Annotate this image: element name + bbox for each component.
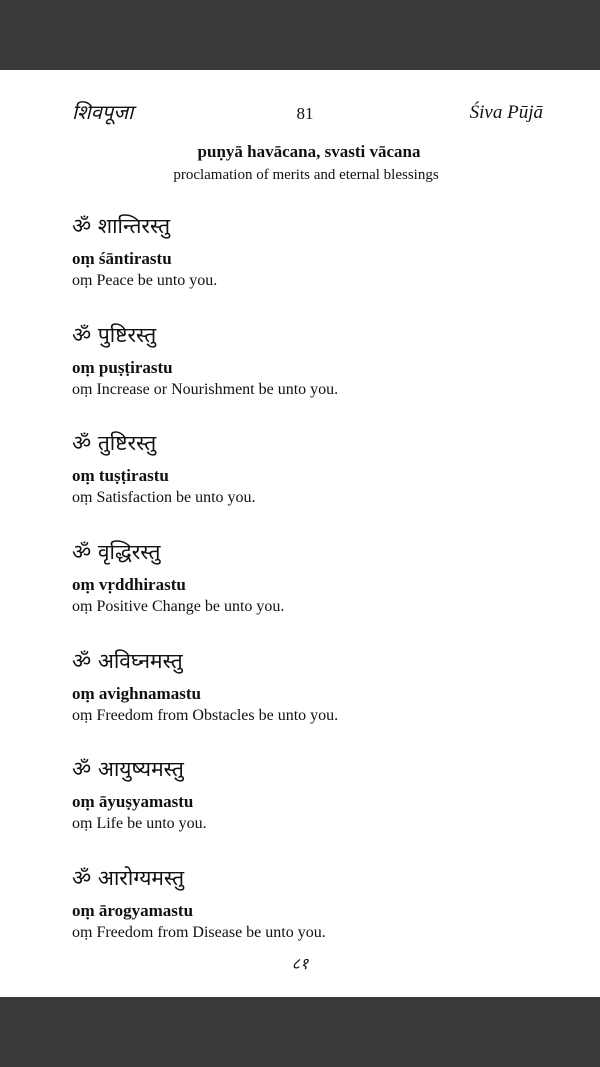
mantra-transliteration: oṃ avighnamastu: [72, 683, 201, 703]
mantra-transliteration: oṃ śāntirastu: [72, 249, 172, 268]
bottom-bar: [0, 997, 600, 1067]
mantra-devanagari: ॐ आरोग्यमस्तु: [72, 866, 185, 891]
header-left-title: शिवपूजा: [72, 100, 134, 124]
mantra-translation: oṃ Freedom from Disease be unto you.: [72, 924, 326, 942]
mantra-devanagari: ॐ तुष्टिरस्तु: [72, 431, 157, 456]
mantra-translation: oṃ Freedom from Obstacles be unto you.: [72, 706, 339, 724]
mantra-transliteration: oṃ vṛddhirastu: [72, 575, 186, 595]
mantra-devanagari: ॐ पुष्टिरस्तु: [72, 322, 157, 347]
mantra-entry: [72, 755, 572, 864]
mantra-devanagari: ॐ अविघ्नमस्तु: [72, 648, 183, 673]
footer-page-number: ८१: [291, 954, 309, 973]
mantra-entry: [72, 321, 572, 430]
header-right-title: Śiva Pūjā: [469, 102, 543, 123]
header-page-number: 81: [296, 104, 314, 123]
mantra-devanagari: ॐ शान्तिरस्तु: [72, 214, 171, 238]
mantra-translation: oṃ Positive Change be unto you.: [72, 598, 285, 616]
section-title: puṇyā havācana, svasti vācana: [197, 142, 421, 161]
mantra-entry: [72, 538, 572, 647]
mantra-transliteration: oṃ puṣṭirastu: [72, 357, 173, 377]
mantra-translation: oṃ Increase or Nourishment be unto you.: [72, 380, 339, 398]
mantra-devanagari: ॐ वृद्धिरस्तु: [72, 540, 161, 565]
mantra-transliteration: oṃ āyuṣyamastu: [72, 792, 194, 812]
section-subtitle: proclamation of merits and eternal blessings: [173, 167, 439, 183]
mantra-translation: oṃ Life be unto you.: [72, 815, 207, 833]
book-page: [0, 70, 600, 997]
mantra-entry: [72, 647, 572, 756]
mantra-entry: [72, 212, 572, 321]
mantra-list: [72, 212, 572, 973]
mantra-transliteration: oṃ ārogyamastu: [72, 901, 194, 921]
mantra-translation: oṃ Satisfaction be unto you.: [72, 489, 256, 507]
top-bar: [0, 0, 600, 70]
mantra-entry: [72, 864, 572, 973]
mantra-transliteration: oṃ tuṣṭirastu: [72, 466, 169, 486]
mantra-devanagari: ॐ आयुष्यमस्तु: [72, 757, 184, 782]
mantra-entry: [72, 429, 572, 538]
mantra-translation: oṃ Peace be unto you.: [72, 272, 218, 289]
